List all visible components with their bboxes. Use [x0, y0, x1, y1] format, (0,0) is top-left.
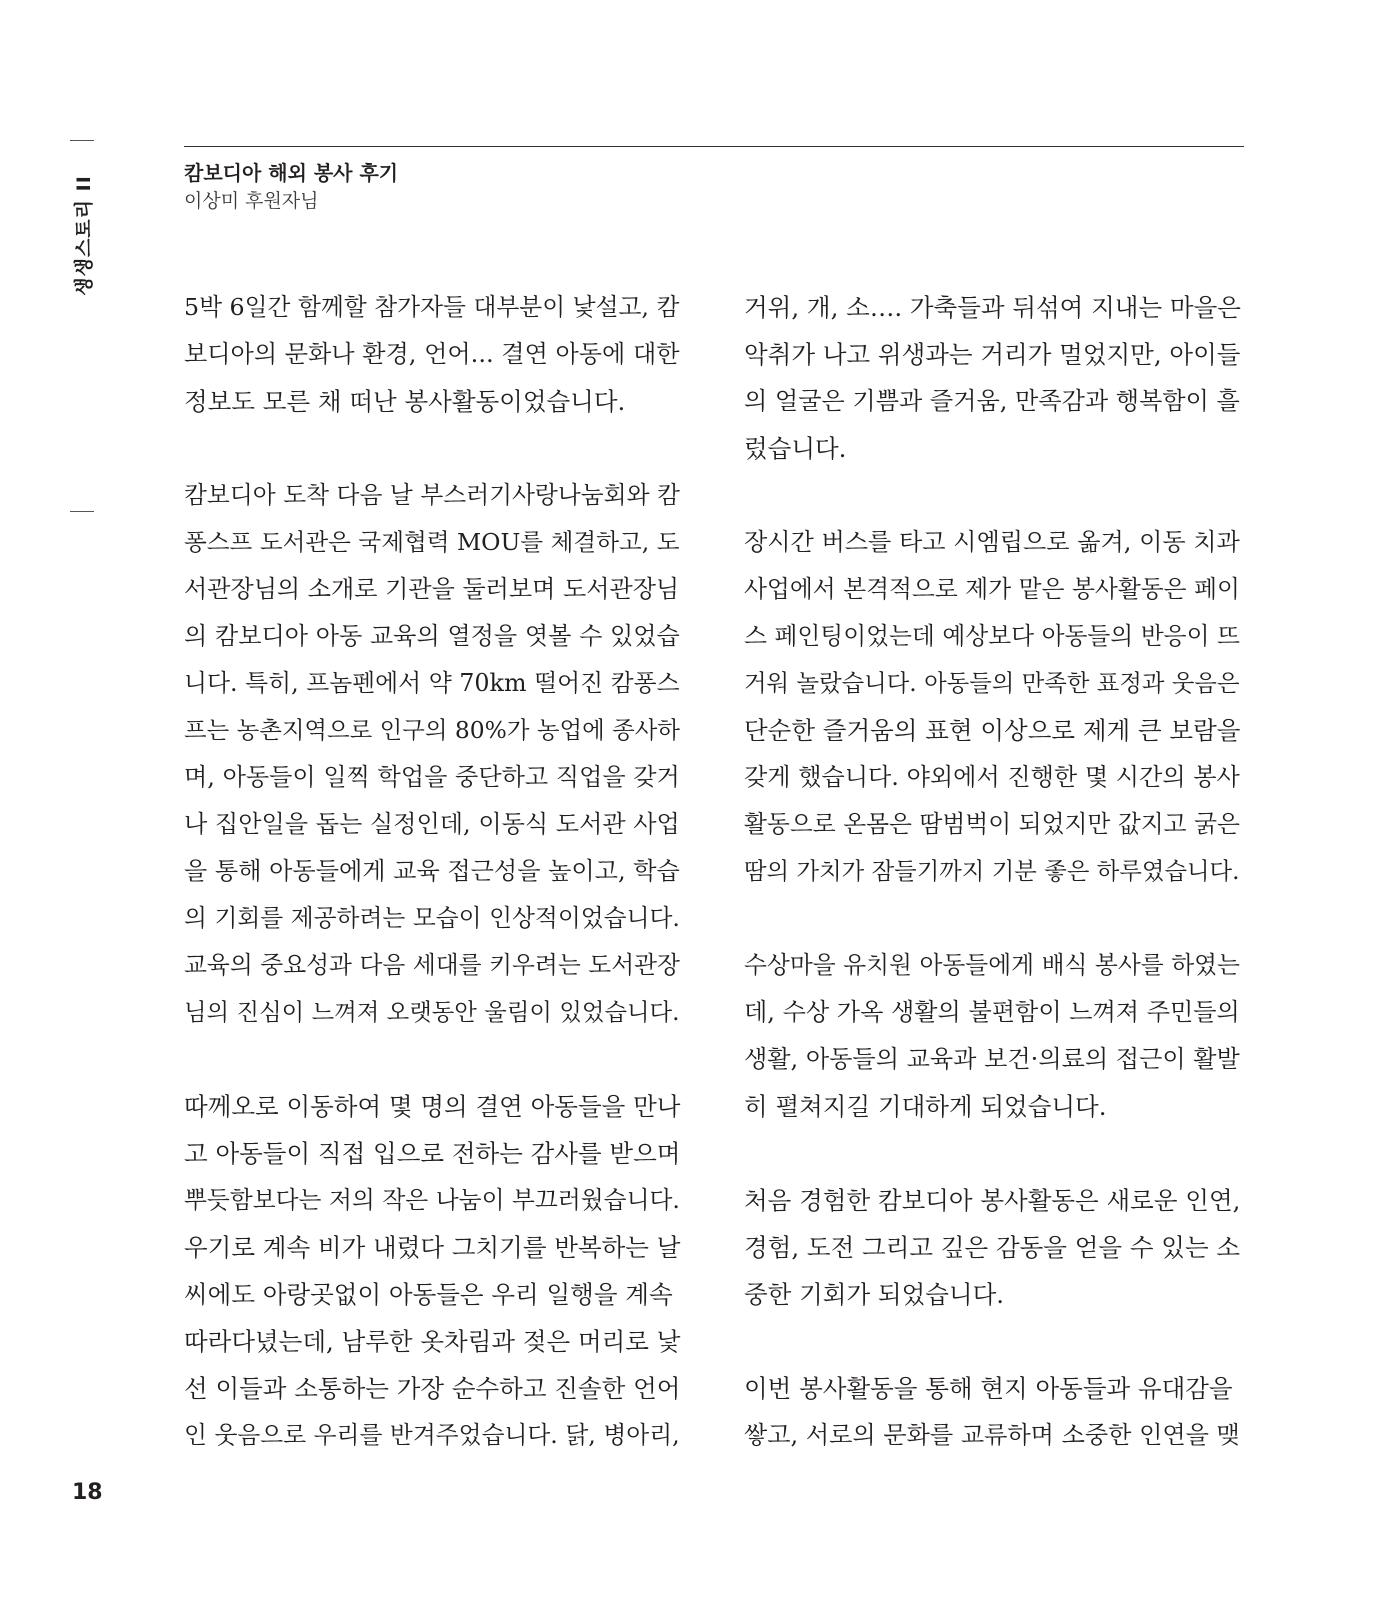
text-line: 을 통해 아동들에게 교육 접근성을 높이고, 학습 — [184, 857, 680, 885]
text-line: 서관장님의 소개로 기관을 둘러보며 도서관장님 — [184, 575, 680, 603]
text-line: 고 아동들이 직접 입으로 전하는 감사를 받으며 — [184, 1139, 681, 1168]
body-paragraph — [744, 1177, 1244, 1318]
text-line: 퐁스프 도서관은 국제협력 MOU를 체결하고, 도 — [184, 528, 680, 556]
text-line: 히 펼쳐지길 기대하게 되었습니다. — [744, 1092, 1107, 1121]
text-line: 따라다녔는데, 남루한 옷차림과 젖은 머리로 낯 — [184, 1327, 681, 1356]
text-line: 뿌듯함보다는 저의 작은 나눔이 부끄러웠습니다. — [184, 1186, 680, 1214]
text-line: 며, 아동들이 일찍 학업을 중단하고 직업을 갖거 — [184, 763, 680, 791]
text-line: 스 페인팅이었는데 예상보다 아동들의 반응이 뜨 — [744, 622, 1240, 650]
body-paragraph — [744, 1365, 1244, 1459]
text-line: 인 웃음으로 우리를 반겨주었습니다. 닭, 병아리, — [184, 1421, 680, 1449]
body-paragraph — [184, 472, 684, 1036]
text-line: 선 이들과 소통하는 가장 순수하고 진솔한 언어 — [184, 1374, 681, 1403]
text-line: 님의 진심이 느껴져 오랫동안 울림이 있었습니다. — [184, 998, 680, 1026]
section-label-text: 생생스토리 II — [72, 174, 95, 296]
text-line: 땀의 가치가 잠들기까지 기분 좋은 하루였습니다. — [744, 857, 1240, 885]
body-paragraph — [184, 1083, 684, 1459]
text-line: 나 집안일을 돕는 실정인데, 이동식 도서관 사업 — [184, 810, 680, 838]
body-paragraph — [744, 519, 1244, 895]
text-line: 갖게 했습니다. 야외에서 진행한 몇 시간의 봉사 — [744, 763, 1240, 791]
text-line: 쌓고, 서로의 문화를 교류하며 소중한 인연을 맺 — [744, 1421, 1240, 1449]
text-line: 정보도 모른 채 떠난 봉사활동이었습니다. — [184, 387, 626, 416]
text-line: 따께오로 이동하여 몇 명의 결연 아동들을 만나 — [184, 1092, 681, 1121]
text-line: 거워 놀랐습니다. 아동들의 만족한 표정과 웃음은 — [744, 669, 1240, 697]
section-label — [70, 170, 94, 300]
page-number: 18 — [72, 1480, 103, 1505]
text-line: 캄보디아 도착 다음 날 부스러기사랑나눔회와 캄 — [184, 481, 680, 509]
text-line: 장시간 버스를 타고 시엠립으로 옮겨, 이동 치과 — [744, 528, 1240, 556]
side-divider-middle — [70, 511, 94, 512]
text-line: 5박 6일간 함께할 참가자들 대부분이 낯설고, 캄 — [184, 293, 680, 321]
right-column — [744, 284, 1244, 1506]
text-line: 의 캄보디아 아동 교육의 열정을 엿볼 수 있었습 — [184, 622, 680, 650]
text-line: 보디아의 문화나 환경, 언어... 결연 아동에 대한 — [184, 340, 680, 368]
text-line: 니다. 특히, 프놈펜에서 약 70km 떨어진 캄퐁스 — [184, 669, 680, 697]
text-line: 프는 농촌지역으로 인구의 80%가 농업에 종사하 — [184, 716, 680, 744]
text-line: 의 기회를 제공하려는 모습이 인상적이었습니다. — [184, 904, 680, 932]
left-column — [184, 284, 684, 1506]
text-line: 사업에서 본격적으로 제가 맡은 봉사활동은 페이 — [744, 575, 1240, 603]
text-line: 씨에도 아랑곳없이 아동들은 우리 일행을 계속 — [184, 1280, 673, 1309]
body-paragraph — [744, 284, 1244, 472]
text-line: 처음 경험한 캄보디아 봉사활동은 새로운 인연, — [744, 1186, 1241, 1215]
text-line: 활동으로 온몸은 땀범벅이 되었지만 값지고 굵은 — [744, 810, 1240, 838]
text-line: 데, 수상 가옥 생활의 불편함이 느껴져 주민들의 — [744, 998, 1240, 1026]
text-line: 이번 봉사활동을 통해 현지 아동들과 유대감을 — [744, 1374, 1233, 1403]
text-line: 의 얼굴은 기쁨과 즐거움, 만족감과 행복함이 흘 — [744, 387, 1240, 415]
text-line: 중한 기회가 되었습니다. — [744, 1280, 1005, 1309]
article-author: 이상미 후원자님 — [184, 190, 319, 212]
text-line: 수상마을 유치원 아동들에게 배식 봉사를 하였는 — [744, 951, 1240, 979]
text-line: 단순한 즐거움의 표현 이상으로 제게 큰 보람을 — [744, 716, 1241, 745]
text-line: 경험, 도전 그리고 깊은 감동을 얻을 수 있는 소 — [744, 1233, 1241, 1262]
body-paragraph — [744, 942, 1244, 1130]
text-line: 악취가 나고 위생과는 거리가 멀었지만, 아이들 — [744, 340, 1241, 369]
text-line: 우기로 계속 비가 내렸다 그치기를 반복하는 날 — [184, 1233, 681, 1262]
article-title: 캄보디아 해외 봉사 후기 — [184, 161, 399, 185]
text-line: 거위, 개, 소…. 가축들과 뒤섞여 지내는 마을은 — [744, 293, 1241, 322]
text-line: 교육의 중요성과 다음 세대를 키우려는 도서관장 — [184, 951, 680, 979]
body-paragraph — [184, 284, 684, 425]
text-line: 렀습니다. — [744, 434, 847, 463]
article-header — [184, 146, 1244, 215]
side-divider-top — [70, 140, 94, 141]
text-line: 생활, 아동들의 교육과 보건·의료의 접근이 활발 — [744, 1045, 1240, 1073]
